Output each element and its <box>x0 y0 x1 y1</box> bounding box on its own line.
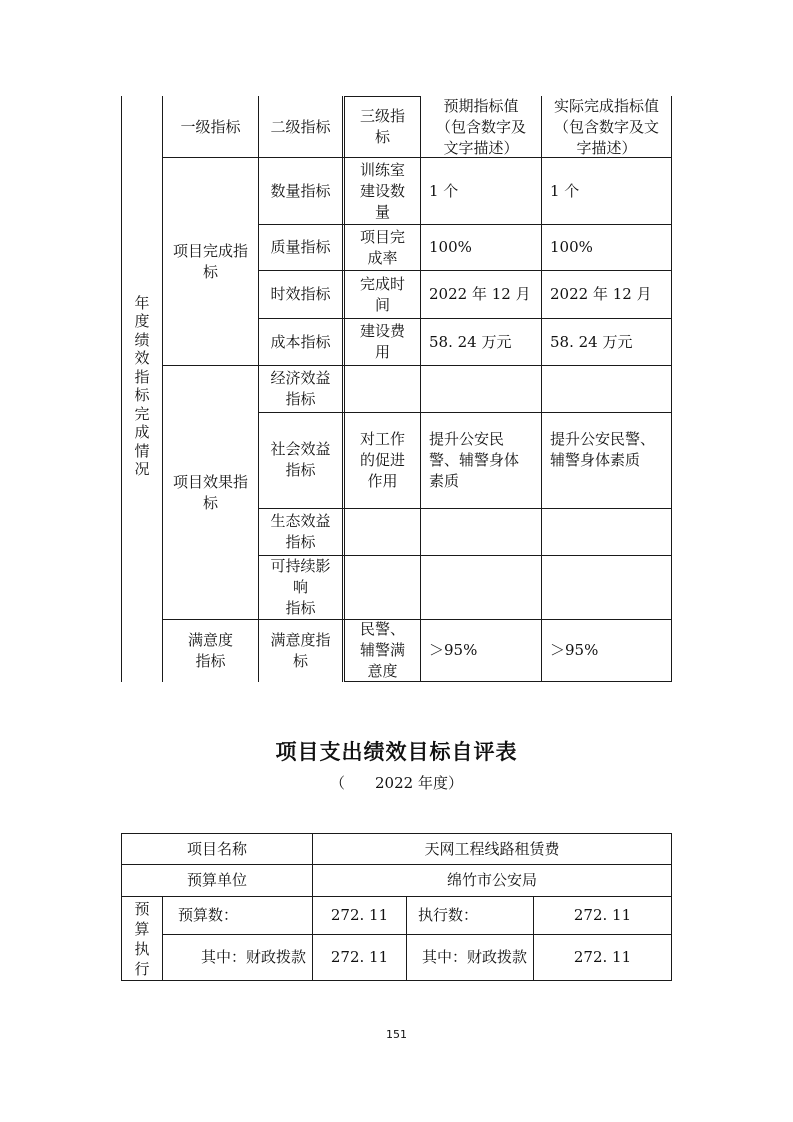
fiscal-allocation-value-2: 272. 11 <box>573 948 632 966</box>
label-char: 绩 <box>134 330 150 349</box>
label-char: 成 <box>134 423 150 441</box>
level3-quality: 项目完 成率 <box>359 227 405 267</box>
actual-economic <box>542 366 671 412</box>
actual-ecological <box>542 509 671 555</box>
header-level2: 二级指标 <box>270 117 331 136</box>
budget-execution-label <box>122 897 162 980</box>
row-group-label <box>122 280 162 492</box>
actual-timeliness: 2022 年 12 月 <box>550 285 652 303</box>
level2-sustainable: 可持续影 响 指标 <box>270 557 331 617</box>
budget-unit-label: 预算单位 <box>186 871 247 889</box>
expected-economic <box>421 366 541 412</box>
label-char: 标 <box>134 386 150 404</box>
label-char: 行 <box>134 959 150 978</box>
label-char: 预 <box>134 899 150 918</box>
actual-quantity: 1 个 <box>550 181 580 200</box>
executed-label: 执行数： <box>418 906 479 924</box>
level2-cost: 成本指标 <box>270 332 331 351</box>
label-char: 执 <box>134 939 150 958</box>
header-expected: 预期指标值 （包含数字及 文字描述） <box>435 96 526 157</box>
label-char: 年 <box>134 293 150 312</box>
group-label-completion: 项目完成指 标 <box>172 241 248 281</box>
actual-satisfaction: ＞95% <box>550 641 599 659</box>
expected-timeliness: 2022 年 12 月 <box>429 285 531 303</box>
level3-sustainable <box>345 556 420 619</box>
actual-cost: 58. 24 万元 <box>550 332 633 351</box>
label-char: 算 <box>134 919 150 938</box>
expected-ecological <box>421 509 541 555</box>
expected-sustainable <box>421 556 541 619</box>
level3-satisfaction: 民警、 辅警满 意度 <box>359 620 405 680</box>
section-title: 项目支出绩效目标自评表 <box>275 739 518 764</box>
fiscal-allocation-value: 272. 11 <box>330 948 389 966</box>
level3-ecological <box>345 509 420 555</box>
expected-quality: 100% <box>429 238 472 256</box>
level2-satisfaction: 满意度指 标 <box>270 630 331 670</box>
expected-social: 提升公安民 警、辅警身体 素质 <box>429 430 520 490</box>
group-label-satisfaction: 满意度 指标 <box>187 630 233 670</box>
level3-cost: 建设费 用 <box>359 322 405 361</box>
level3-social: 对工作 的促进 作用 <box>359 430 405 490</box>
project-name-label: 项目名称 <box>186 839 247 858</box>
label-char: 效 <box>134 349 150 367</box>
level3-timeliness: 完成时 间 <box>359 274 405 314</box>
label-char: 指 <box>134 367 150 386</box>
budget-label: 预算数： <box>178 906 239 924</box>
actual-sustainable <box>542 556 671 619</box>
label-char: 情 <box>134 441 150 460</box>
level2-quantity: 数量指标 <box>270 181 331 200</box>
section-year: （ 2022 年度） <box>330 774 463 792</box>
expected-satisfaction: ＞95% <box>429 641 478 659</box>
level3-quantity: 训练室 建设数 量 <box>359 160 405 221</box>
level3-economic <box>345 366 420 412</box>
executed-value: 272. 11 <box>573 906 632 924</box>
label-char: 度 <box>134 312 150 330</box>
level2-economic: 经济效益 指标 <box>270 369 331 408</box>
budget-unit-value: 绵竹市公安局 <box>446 871 537 889</box>
level2-quality: 质量指标 <box>270 238 331 256</box>
header-actual: 实际完成指标值 （包含数字及文 字描述） <box>553 96 659 157</box>
fiscal-allocation-label: 其中：财政拨款 <box>200 948 306 966</box>
label-char: 完 <box>134 404 150 423</box>
label-char: 况 <box>134 460 150 478</box>
level2-timeliness: 时效指标 <box>270 285 331 303</box>
expected-quantity: 1 个 <box>429 181 459 200</box>
project-name-value: 天网工程线路租赁费 <box>424 839 560 858</box>
header-level1: 一级指标 <box>180 117 241 136</box>
level2-ecological: 生态效益 指标 <box>270 512 331 551</box>
fiscal-allocation-label-2: 其中：财政拨款 <box>421 948 527 966</box>
actual-quality: 100% <box>550 238 593 256</box>
actual-social: 提升公安民警、 辅警身体素质 <box>550 430 656 469</box>
budget-value: 272. 11 <box>330 906 389 924</box>
page-number: 151 <box>386 1028 407 1041</box>
header-level3: 三级指 标 <box>359 107 405 146</box>
group-label-effect: 项目效果指 标 <box>172 472 248 512</box>
level2-social: 社会效益 指标 <box>270 440 331 479</box>
expected-cost: 58. 24 万元 <box>429 332 512 351</box>
